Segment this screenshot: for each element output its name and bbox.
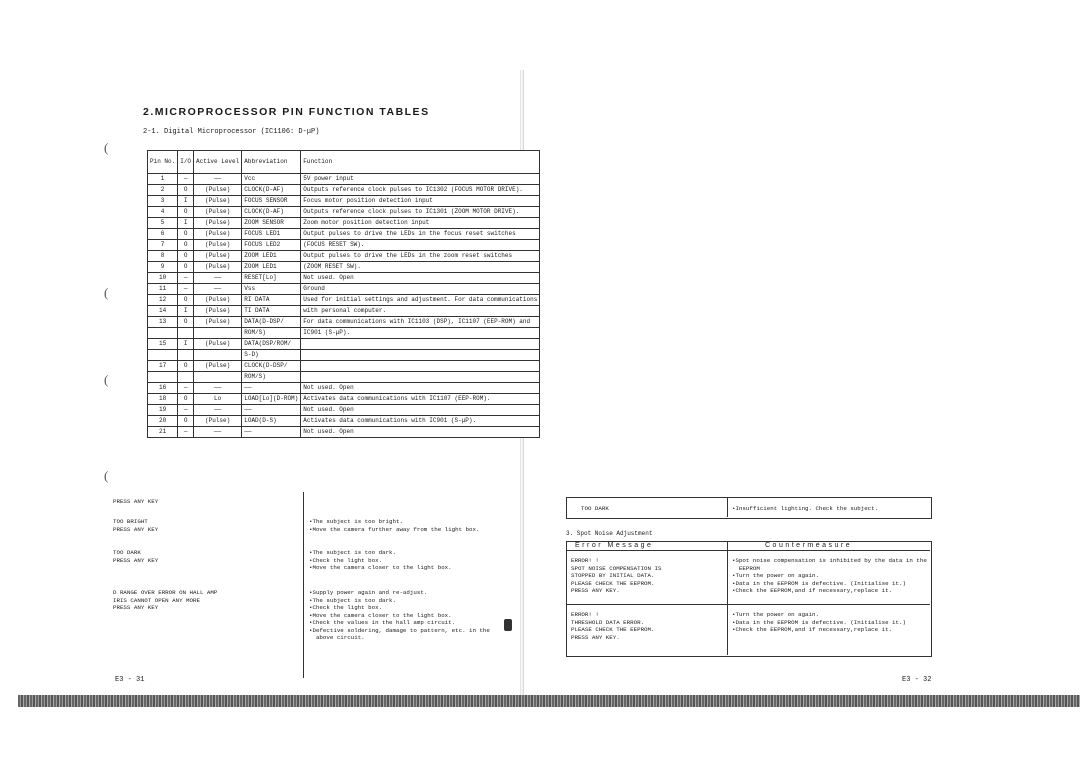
- cell-level: [194, 372, 242, 383]
- cell-level: (Pulse): [194, 251, 242, 262]
- cell-pin: 1: [148, 174, 178, 185]
- table-row: [148, 350, 540, 361]
- cell-function: [301, 350, 540, 361]
- cell-pin: 4: [148, 207, 178, 218]
- table-row: [148, 240, 540, 251]
- cell-pin: 5: [148, 218, 178, 229]
- cell-function: Not used. Open: [301, 273, 540, 284]
- cell-abbreviation: ZOOM SENSOR: [242, 218, 301, 229]
- error-message: ERROR! ! THRESHOLD DATA ERROR. PLEASE CHECK THE EEPROM. PRESS ANY KEY.: [571, 611, 655, 641]
- header-underline: [566, 550, 930, 551]
- cell-level: (Pulse): [194, 196, 242, 207]
- margin-mark: (: [104, 285, 109, 300]
- cell-level: ——: [194, 284, 242, 295]
- cell-function: Focus motor position detection input: [301, 196, 540, 207]
- table-row: [148, 185, 540, 196]
- cell-function: (FOCUS RESET SW).: [301, 240, 540, 251]
- table-header-row: [148, 151, 540, 174]
- cell-function: Used for initial settings and adjustment. For data communications: [301, 295, 540, 306]
- cell-level: (Pulse): [194, 207, 242, 218]
- table-row: [148, 295, 540, 306]
- table-row: [148, 416, 540, 427]
- cell-io: —: [178, 405, 194, 416]
- section-title: 2.MICROPROCESSOR PIN FUNCTION TABLES: [143, 106, 430, 118]
- cell-level: (Pulse): [194, 416, 242, 427]
- countermeasure: •The subject is too dark. •Check the light box. •Move the camera closer to the light box.: [309, 549, 452, 571]
- cell-function: Not used. Open: [301, 427, 540, 438]
- cell-pin: 8: [148, 251, 178, 262]
- cell-pin: 19: [148, 405, 178, 416]
- cell-io: O: [178, 394, 194, 405]
- cell-level: (Pulse): [194, 229, 242, 240]
- cell-abbreviation: ROM/S): [242, 372, 301, 383]
- page-number-left: E3 - 31: [115, 676, 145, 684]
- error-message: TOO DARK PRESS ANY KEY: [113, 549, 159, 564]
- cell-io: O: [178, 251, 194, 262]
- cell-pin: 3: [148, 196, 178, 207]
- cell-pin: 7: [148, 240, 178, 251]
- table-row: [148, 372, 540, 383]
- cell-level: ——: [194, 383, 242, 394]
- table-row: [148, 218, 540, 229]
- cell-level: (Pulse): [194, 218, 242, 229]
- header-function: Function: [301, 151, 540, 174]
- cell-abbreviation: CLOCK(D-AF): [242, 207, 301, 218]
- table-row: [148, 262, 540, 273]
- cell-abbreviation: TI DATA: [242, 306, 301, 317]
- cell-io: [178, 350, 194, 361]
- cell-abbreviation: ——: [242, 383, 301, 394]
- scan-border: [18, 695, 1080, 707]
- table-row: [148, 339, 540, 350]
- sub-title: 2-1. Digital Microprocessor (IC1106: D-μP): [143, 128, 320, 136]
- cell-level: (Pulse): [194, 185, 242, 196]
- cell-function: Outputs reference clock pulses to IC1301 (ZOOM MOTOR DRIVE).: [301, 207, 540, 218]
- page-number-right: E3 - 32: [902, 676, 932, 684]
- table-row: [148, 394, 540, 405]
- margin-mark: (: [104, 468, 109, 483]
- cell-io: O: [178, 416, 194, 427]
- cell-abbreviation: Vcc: [242, 174, 301, 185]
- countermeasure: •Turn the power on again. •Data in the EEPROM is defective. (Initialise it.) •Check the EEPROM,and if necessary,replace it.: [732, 611, 906, 633]
- cell-level: (Pulse): [194, 240, 242, 251]
- table-row: [148, 383, 540, 394]
- cell-function: [301, 339, 540, 350]
- cell-function: Activates data communications with IC901 (S-μP).: [301, 416, 540, 427]
- header-pin: Pin No.: [148, 151, 178, 174]
- table-row: [148, 405, 540, 416]
- cell-level: (Pulse): [194, 306, 242, 317]
- cell-io: —: [178, 284, 194, 295]
- cell-function: IC901 (S-μP).: [301, 328, 540, 339]
- cell-function: Activates data communications with IC1107 (EEP-ROM).: [301, 394, 540, 405]
- header-level: Active Level: [194, 151, 242, 174]
- cell-function: Outputs reference clock pulses to IC1302 (FOCUS MOTOR DRIVE).: [301, 185, 540, 196]
- cell-abbreviation: DATA(DSP/ROM/: [242, 339, 301, 350]
- cell-pin: 15: [148, 339, 178, 350]
- error-message: TOO DARK: [581, 505, 609, 512]
- cell-function: (ZOOM RESET SW).: [301, 262, 540, 273]
- error-table: [113, 492, 506, 678]
- column-divider: [303, 492, 304, 678]
- cell-io: I: [178, 339, 194, 350]
- cell-io: O: [178, 207, 194, 218]
- cell-abbreviation: S-D): [242, 350, 301, 361]
- cell-level: ——: [194, 427, 242, 438]
- cell-abbreviation: FOCUS LED2: [242, 240, 301, 251]
- cell-function: Not used. Open: [301, 383, 540, 394]
- cell-abbreviation: Vss: [242, 284, 301, 295]
- cell-pin: 18: [148, 394, 178, 405]
- error-message: PRESS ANY KEY: [113, 498, 159, 505]
- cell-pin: 11: [148, 284, 178, 295]
- cell-abbreviation: LOAD[Lo](D-ROM): [242, 394, 301, 405]
- cell-io: —: [178, 383, 194, 394]
- table-row: [148, 284, 540, 295]
- cell-abbreviation: RI DATA: [242, 295, 301, 306]
- cell-io: [178, 328, 194, 339]
- binder-clip-icon: [504, 619, 512, 631]
- header-error-message: Error Message: [575, 542, 654, 549]
- cell-level: (Pulse): [194, 361, 242, 372]
- countermeasure: •Insufficient lighting. Check the subject.: [732, 505, 879, 512]
- cell-function: 5V power input: [301, 174, 540, 185]
- cell-level: ——: [194, 174, 242, 185]
- cell-io: [178, 372, 194, 383]
- table-row: [148, 273, 540, 284]
- header-io: I/O: [178, 151, 194, 174]
- error-message: ERROR! ! SPOT NOISE COMPENSATION IS STOPPED BY INITIAL DATA. PLEASE CHECK THE EEPROM. PRESS ANY KEY.: [571, 557, 662, 594]
- cell-level: (Pulse): [194, 339, 242, 350]
- countermeasure: •The subject is too bright. •Move the camera further away from the light box.: [309, 518, 480, 533]
- cell-pin: [148, 328, 178, 339]
- cell-pin: 12: [148, 295, 178, 306]
- cell-pin: [148, 350, 178, 361]
- cell-function: Output pulses to drive the LEDs in the focus reset switches: [301, 229, 540, 240]
- cell-function: Zoom motor position detection input: [301, 218, 540, 229]
- cell-function: [301, 361, 540, 372]
- cell-abbreviation: ——: [242, 405, 301, 416]
- cell-io: O: [178, 295, 194, 306]
- countermeasure: •Supply power again and re-adjust. •The subject is too dark. •Check the light box. •Move the camera closer to the light box. •Check the values in the hall amp circuit. •Defective soldering, damage to pattern, etc. in the above circuit.: [309, 589, 490, 641]
- column-divider: [727, 497, 728, 517]
- cell-abbreviation: DATA(D-DSP/: [242, 317, 301, 328]
- cell-abbreviation: RESET[Lo]: [242, 273, 301, 284]
- cell-io: O: [178, 262, 194, 273]
- cell-abbreviation: ZOOM LED1: [242, 251, 301, 262]
- error-message: D RANGE OVER ERROR ON HALL AMP IRIS CANNOT OPEN ANY MORE PRESS ANY KEY: [113, 589, 218, 611]
- cell-io: O: [178, 317, 194, 328]
- cell-function: [301, 372, 540, 383]
- table-row: [148, 196, 540, 207]
- cell-io: —: [178, 174, 194, 185]
- cell-pin: 21: [148, 427, 178, 438]
- cell-io: I: [178, 218, 194, 229]
- cell-level: (Pulse): [194, 295, 242, 306]
- cell-level: [194, 328, 242, 339]
- margin-mark: (: [104, 140, 109, 155]
- table-row: [148, 207, 540, 218]
- cell-pin: 6: [148, 229, 178, 240]
- pin-function-table: [147, 150, 540, 438]
- cell-function: with personal computer.: [301, 306, 540, 317]
- cell-pin: [148, 372, 178, 383]
- cell-io: O: [178, 361, 194, 372]
- cell-abbreviation: FOCUS LED1: [242, 229, 301, 240]
- table-row: [148, 229, 540, 240]
- cell-level: Lo: [194, 394, 242, 405]
- cell-pin: 9: [148, 262, 178, 273]
- cell-io: I: [178, 306, 194, 317]
- column-divider: [727, 541, 728, 655]
- cell-io: —: [178, 427, 194, 438]
- cell-pin: 10: [148, 273, 178, 284]
- cell-abbreviation: ——: [242, 427, 301, 438]
- cell-abbreviation: ZOOM LED1: [242, 262, 301, 273]
- cell-function: Output pulses to drive the LEDs in the zoom reset switches: [301, 251, 540, 262]
- cell-io: —: [178, 273, 194, 284]
- cell-io: O: [178, 240, 194, 251]
- section-heading: 3. Spot Noise Adjustment: [566, 530, 653, 537]
- cell-abbreviation: ROM/S): [242, 328, 301, 339]
- table-row: [148, 328, 540, 339]
- row-divider: [566, 604, 930, 605]
- cell-level: ——: [194, 405, 242, 416]
- cell-pin: 2: [148, 185, 178, 196]
- cell-pin: 13: [148, 317, 178, 328]
- header-abbreviation: Abbreviation: [242, 151, 301, 174]
- cell-function: Ground: [301, 284, 540, 295]
- table-row: [148, 306, 540, 317]
- cell-io: O: [178, 185, 194, 196]
- cell-level: (Pulse): [194, 317, 242, 328]
- cell-io: I: [178, 196, 194, 207]
- cell-level: [194, 350, 242, 361]
- cell-level: (Pulse): [194, 262, 242, 273]
- countermeasure: •Spot noise compensation is inhibited by the data in the EEPROM •Turn the power on again. •Data in the EEPROM is defective. (Initialise it.) •Check the EEPROM,and if necessary,replace it.: [732, 557, 927, 594]
- cell-abbreviation: LOAD(D-S): [242, 416, 301, 427]
- cell-abbreviation: CLOCK(D-AF): [242, 185, 301, 196]
- table-row: [148, 427, 540, 438]
- margin-mark: (: [104, 372, 109, 387]
- cell-abbreviation: FOCUS SENSOR: [242, 196, 301, 207]
- cell-function: Not used. Open: [301, 405, 540, 416]
- table-row: [148, 251, 540, 262]
- table-row: [148, 174, 540, 185]
- cell-io: O: [178, 229, 194, 240]
- table-row: [148, 361, 540, 372]
- cell-function: For data communications with IC1103 (DSP), IC1107 (EEP-ROM) and: [301, 317, 540, 328]
- cell-pin: 16: [148, 383, 178, 394]
- cell-pin: 20: [148, 416, 178, 427]
- cell-pin: 14: [148, 306, 178, 317]
- header-countermeasure: Countermeasure: [765, 542, 853, 549]
- cell-level: ——: [194, 273, 242, 284]
- cell-pin: 17: [148, 361, 178, 372]
- error-message: TOO BRIGHT PRESS ANY KEY: [113, 518, 159, 533]
- table-row: [148, 317, 540, 328]
- cell-abbreviation: CLOCK(D-DSP/: [242, 361, 301, 372]
